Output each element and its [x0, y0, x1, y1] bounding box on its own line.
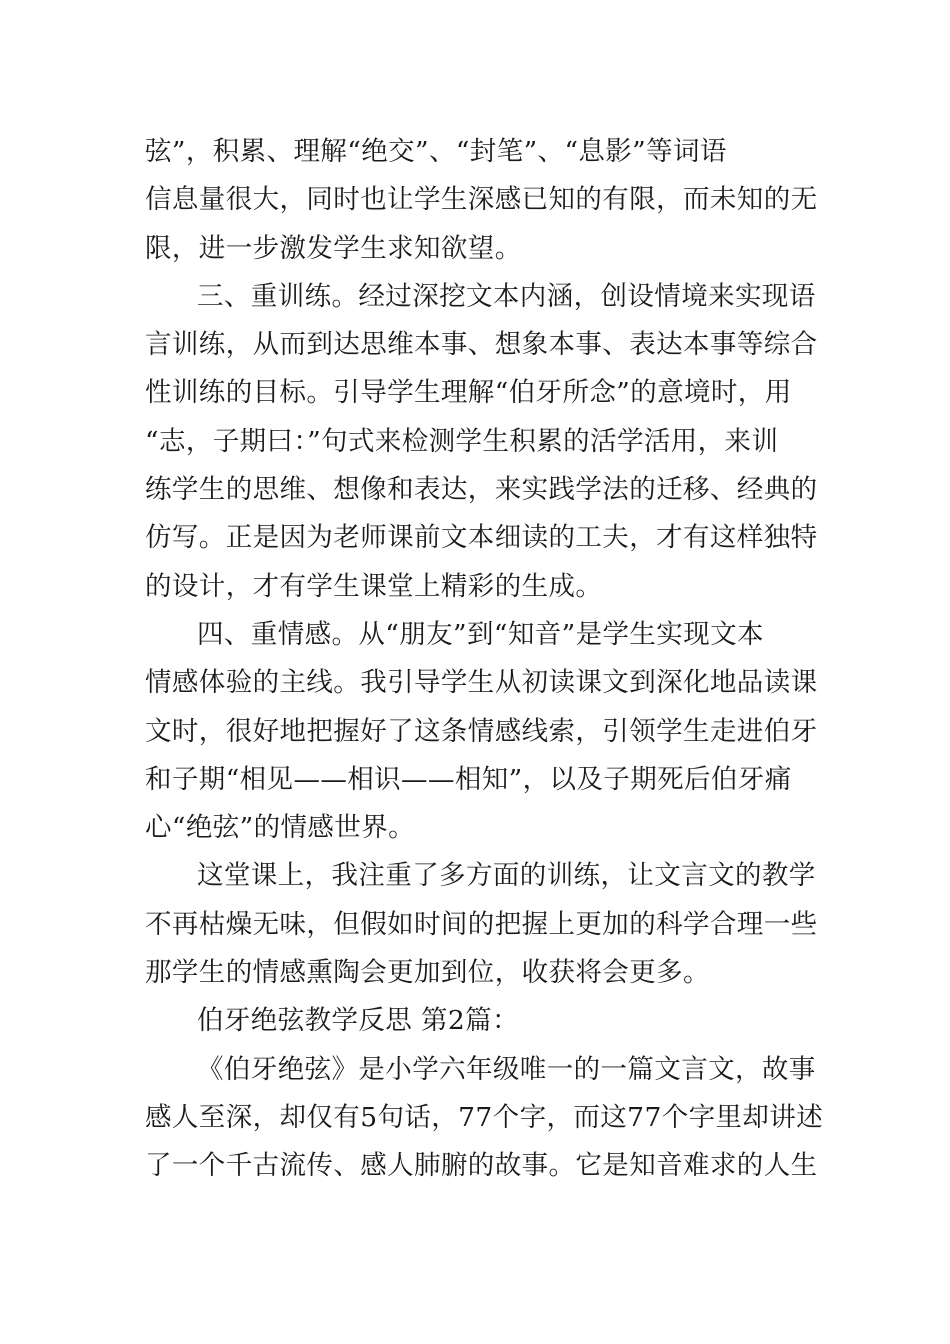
text-line: 信息量很大，同时也让学生深感已知的有限，而未知的无 — [145, 184, 818, 216]
text-line: 不再枯燥无味，但假如时间的把握上更加的科学合理一些 — [145, 908, 818, 940]
text-line: 限，进一步激发学生求知欲望。 — [145, 232, 522, 264]
text-line: 和子期“相见——相识——相知”，以及子期死后伯牙痛 — [145, 763, 792, 795]
section-heading-line: 三、重训练。经过深挖文本内涵，创设情境来实现语 — [197, 280, 816, 312]
text-line: “志，子期曰：”句式来检测学生积累的活学活用，来训 — [145, 425, 779, 457]
text-line: 文时，很好地把握好了这条情感线索，引领学生走进伯牙 — [145, 715, 818, 747]
paragraph-start-line: 《伯牙绝弦》是小学六年级唯一的一篇文言文，故事 — [197, 1053, 816, 1085]
text-line: 仿写。正是因为老师课前文本细读的工夫，才有这样独特 — [145, 522, 818, 554]
text-line: 心“绝弦”的情感世界。 — [145, 812, 415, 844]
text-line: 言训练，从而到达思维本事、想象本事、表达本事等综合 — [145, 329, 818, 361]
text-line: 练学生的思维、想像和表达，来实践学法的迁移、经典的 — [145, 474, 818, 506]
text-line: 感人至深，却仅有5句话，77个字，而这77个字里却讲述 — [145, 1101, 824, 1133]
text-line: 了一个千古流传、感人肺腑的故事。它是知音难求的人生 — [145, 1150, 818, 1182]
text-line: 弦”，积累、理解“绝交”、“封笔”、“息影”等词语 — [145, 136, 727, 167]
article-heading-line: 伯牙绝弦教学反思 第2篇： — [197, 1005, 519, 1037]
section-heading-line: 四、重情感。从“朋友”到“知音”是学生实现文本 — [197, 618, 764, 650]
body-text — [145, 128, 824, 1191]
text-line: 的设计，才有学生课堂上精彩的生成。 — [145, 570, 603, 602]
text-line: 那学生的情感熏陶会更加到位，收获将会更多。 — [145, 957, 710, 989]
paragraph-start-line: 这堂课上，我注重了多方面的训练，让文言文的教学 — [197, 860, 816, 892]
text-line: 情感体验的主线。我引导学生从初读课文到深化地品读课 — [145, 667, 818, 699]
text-line: 性训练的目标。引导学生理解“伯牙所念”的意境时，用 — [145, 377, 792, 409]
